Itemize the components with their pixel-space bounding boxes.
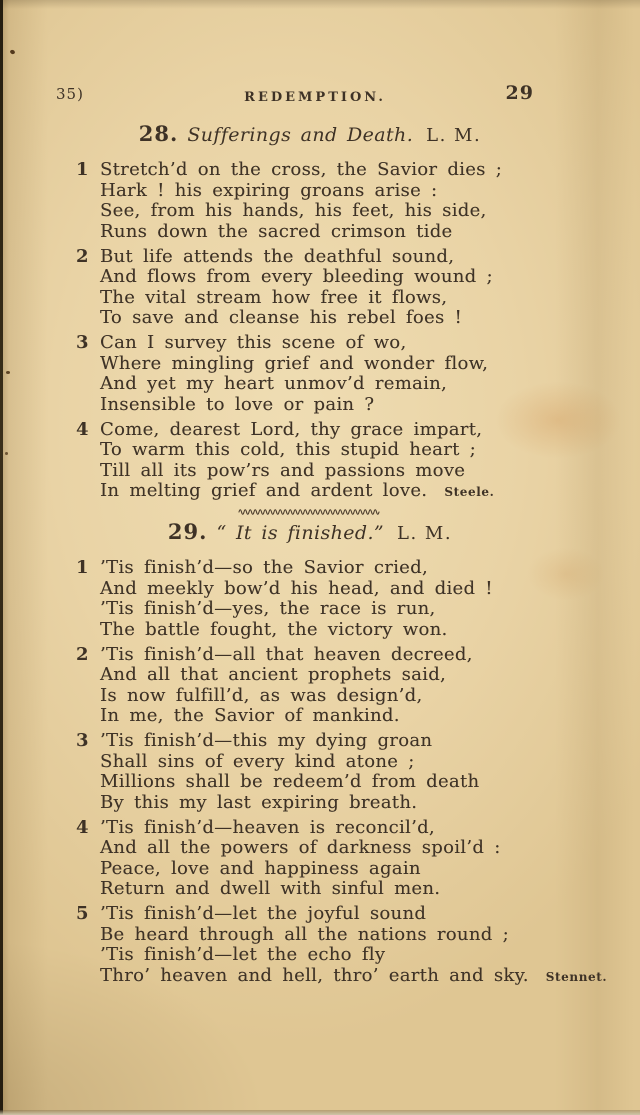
verse-line-text: ’Tis finish’d—so the Savior cried,: [100, 557, 428, 578]
header-page-number: 29: [505, 82, 534, 104]
hymn-heading: [0, 121, 620, 149]
section-divider: [0, 507, 620, 517]
verse-line: [100, 665, 640, 686]
verse-line: [100, 599, 640, 620]
verse-line-text: And yet my heart unmov’d remain,: [100, 373, 448, 394]
verse-line-text: And meekly bow’d his head, and died !: [100, 577, 493, 599]
verse-line-text: Come, dearest Lord, thy grace impart,: [100, 418, 483, 440]
verse-line: [100, 374, 640, 395]
verse-line-text: ’Tis finish’d—heaven is reconcil’d,: [100, 816, 435, 838]
verse-line: [100, 481, 640, 503]
stanza: [0, 420, 640, 503]
verse-line-text: But life attends the deathful sound,: [100, 245, 455, 267]
verse-line: [100, 461, 640, 482]
verse-line: [100, 308, 640, 329]
stanza: [0, 558, 640, 640]
verse-line: [100, 793, 640, 814]
stanza-number: 5: [76, 903, 89, 924]
verse-line-text: By this my last expiring breath.: [100, 791, 418, 813]
verse-line: [100, 752, 640, 773]
stanza: [0, 818, 640, 900]
hymn-attribution: Stennet.: [545, 969, 608, 984]
verse-line-text: ’Tis finish’d—let the echo fly: [100, 944, 386, 965]
stanza: [0, 645, 640, 727]
verse-line: [100, 288, 640, 309]
verse-line-text: Shall sins of every kind atone ;: [100, 750, 415, 772]
verse-line-text: Insensible to love or pain ?: [100, 393, 375, 415]
verse-line: [100, 354, 640, 375]
stanza-number: 4: [76, 418, 89, 440]
stanza-number: 2: [76, 245, 89, 267]
verse-line: [100, 222, 640, 243]
verse-line-text: The vital stream how free it flows,: [100, 286, 448, 308]
verse-line-text: See, from his hands, his feet, his side,: [100, 200, 487, 221]
verse-line-text: Can I survey this scene of wo,: [100, 332, 407, 353]
hymn-attribution: Steele.: [444, 485, 495, 499]
verse-line-text: ’Tis finish’d—let the joyful sound: [100, 903, 427, 924]
verse-line: [100, 838, 640, 859]
verse-line-text: ’Tis finish’d—all that heaven decreed,: [100, 643, 473, 665]
verse-line-text: Peace, love and happiness again: [100, 857, 421, 879]
verse-line: [100, 859, 640, 880]
verse-line-text: The battle fought, the victory won.: [100, 618, 448, 640]
stanza-number: 1: [76, 557, 89, 578]
verse-line: [100, 181, 640, 202]
verse-line: [100, 420, 640, 441]
hymn-meter: L. M.: [397, 523, 453, 544]
stanza-number: 1: [76, 159, 89, 180]
verse-line: [100, 558, 640, 579]
verse-line: [100, 579, 640, 600]
verse-line: [100, 333, 640, 354]
hymn-heading: [0, 519, 620, 547]
stanza: [0, 904, 640, 987]
stanza: [0, 731, 640, 813]
hymn: [0, 519, 640, 987]
header-left-mark: 35): [56, 85, 84, 103]
verse-line-text: Till all its pow’rs and passions move: [100, 459, 466, 481]
verse-line: [100, 966, 640, 988]
verse-line-text: Be heard through all the nations round ;: [100, 923, 509, 945]
verse-line: [100, 645, 640, 666]
verse-line-text: And all that ancient prophets said,: [100, 664, 447, 685]
verse-line: [100, 201, 640, 222]
verse-line-text: Where mingling grief and wonder flow,: [100, 352, 489, 374]
verse-line-text: In me, the Savior of mankind.: [100, 705, 400, 726]
stanza: [0, 160, 640, 242]
verse-line-text: Millions shall be redeem’d from death: [100, 771, 480, 792]
verse-line-text: To save and cleanse his rebel foes !: [100, 307, 463, 328]
verse-line-text: Runs down the sacred crimson tide: [100, 220, 453, 242]
verse-line: [100, 706, 640, 727]
verse-line-text: Return and dwell with sinful men.: [100, 878, 441, 899]
verse-line: [100, 731, 640, 752]
verse-line-text: ’Tis finish’d—yes, the race is run,: [100, 598, 436, 619]
stanza-number: 4: [76, 816, 89, 838]
hymn-title: “ It is finished.”: [216, 522, 385, 544]
hymn-meter: L. M.: [426, 125, 482, 146]
paper-speck: [6, 371, 10, 374]
verse-line-text: Thro’ heaven and hell, thro’ earth and sky.: [100, 964, 529, 986]
divider-squiggle-icon: [238, 507, 382, 517]
hymn: [0, 121, 640, 503]
verse-line-text: And all the powers of darkness spoil’d :: [100, 837, 501, 858]
hymn-number: 28.: [138, 121, 179, 146]
verse-line-text: Stretch’d on the cross, the Savior dies ;: [100, 159, 503, 180]
verse-line: [100, 267, 640, 288]
verse-line: [100, 686, 640, 707]
verse-line: [100, 879, 640, 900]
verse-line-text: ’Tis finish’d—this my dying groan: [100, 730, 433, 751]
verse-line: [100, 160, 640, 181]
paper-speck: [5, 452, 8, 455]
verse-line: [100, 818, 640, 839]
stanza-number: 3: [76, 730, 89, 751]
verse-line: [100, 772, 640, 793]
stanza: [0, 333, 640, 415]
verse-line-text: To warm this cold, this stupid heart ;: [100, 439, 477, 460]
hymn-number: 29.: [167, 519, 208, 544]
header-section-title: REDEMPTION.: [244, 90, 386, 105]
verse-line: [100, 925, 640, 946]
verse-line: [100, 440, 640, 461]
verse-line: [100, 247, 640, 268]
stanza-number: 3: [76, 332, 89, 353]
stanza: [0, 247, 640, 329]
verse-line: [100, 620, 640, 641]
verse-line-text: In melting grief and ardent love.: [100, 480, 428, 501]
stanza-number: 2: [76, 643, 89, 665]
verse-line: [100, 395, 640, 416]
verse-line-text: Is now fulfill’d, as was design’d,: [100, 684, 423, 706]
hymn-title: Sufferings and Death.: [187, 124, 414, 146]
verse-line-text: And flows from every bleeding wound ;: [100, 266, 493, 287]
verse-line: [100, 945, 640, 966]
verse-line: [100, 904, 640, 925]
verse-line-text: Hark ! his expiring groans arise :: [100, 179, 438, 201]
